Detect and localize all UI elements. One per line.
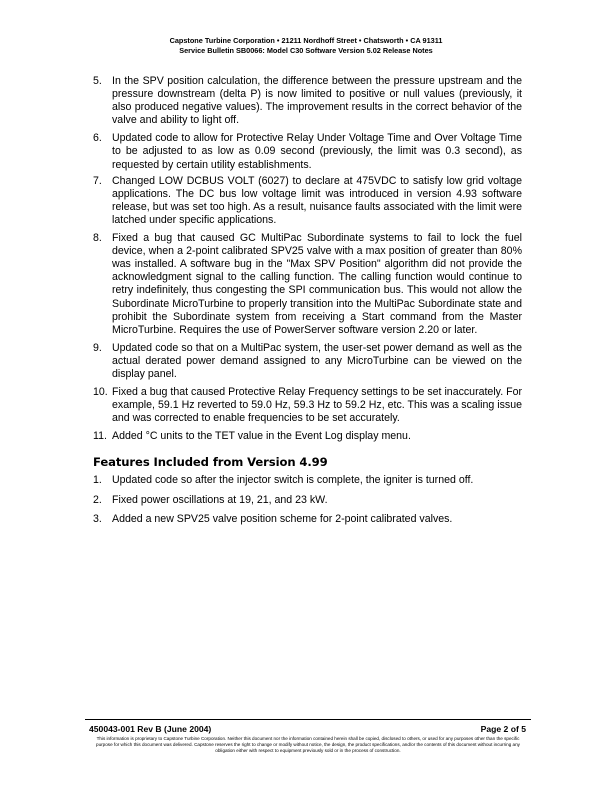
- item-text: Updated code so after the injector switch is complete, the igniter is turned off.: [112, 474, 474, 487]
- document-body: [93, 75, 522, 532]
- item-text: Fixed power oscillations at 19, 21, and 23 kW.: [112, 493, 328, 506]
- version-features-list: [93, 474, 522, 525]
- document-revision: 450043-001 Rev B (June 2004): [89, 724, 212, 734]
- list-item: [93, 513, 522, 526]
- list-item: [93, 474, 522, 487]
- item-number: 11.: [93, 430, 107, 443]
- page-number: Page 2 of 5: [480, 724, 526, 734]
- item-number: 10.: [93, 386, 108, 399]
- item-number: 9.: [93, 341, 102, 354]
- list-item: [93, 386, 522, 425]
- page-header: [0, 36, 612, 56]
- list-item: [93, 494, 522, 507]
- release-notes-list: [93, 75, 522, 443]
- item-text: Fixed a bug that caused Protective Relay Frequency settings to be set inaccurately. For example, 59.1 Hz reverted to 59.0 Hz, 59.3 Hz to 59.2 Hz, etc. This was a scaling issue and was corrected to enable frequencies to be set accurately.: [112, 386, 522, 425]
- list-item: [93, 342, 522, 381]
- item-number: 2.: [93, 493, 102, 506]
- item-text: Changed LOW DCBUS VOLT (6027) to declare at 475VDC to satisfy low grid voltage applications. The DC bus low voltage limit was introduced in version 4.93 software release, but was set too high. As a result, nuisance faults associated with the limit were latched under specific applications.: [112, 174, 522, 226]
- list-item: [93, 430, 522, 443]
- item-text: Updated code to allow for Protective Relay Under Voltage Time and Over Voltage Time to be adjusted to as low as 0.09 second (previously, the limit was 0.3 second), as requested by certain utility establishments.: [112, 132, 522, 171]
- item-text: Fixed a bug that caused GC MultiPac Subordinate systems to fail to lock the fuel device, when a 2-point calibrated SPV25 valve with a max position of greater than 80% was installed. A software bug in the "Max SPV Position" algorithm did not provide the acknowledgment signal to the calling function. The calling function would continue to retry indefinitely, thus congesting the SPI communication bus. This would not allow the Subordinate MicroTurbine to properly transition into the MultiPac Subordinate state and prohibit the Subordinate system from receiving a Start command from the Master MicroTurbine. Requires the use of PowerServer software version 2.20 or later.: [112, 232, 522, 336]
- item-text: Added °C units to the TET value in the Event Log display menu.: [112, 430, 411, 443]
- item-number: 5.: [93, 75, 102, 87]
- page-footer: [85, 719, 531, 755]
- proprietary-notice: This information is proprietary to Capstone Turbine Corporation. Neither this document nor the information contained herein shall be copied, disclosed to others, or used for any purposes other than the specific purpose for which this document was delivered. Capstone reserves the right to change or modify without notice, the design, the product specifications, and/or the contents of this document without incurring any obligation either with respect to equipment previously sold or in the process of construction.: [96, 736, 520, 754]
- header-company-line: Capstone Turbine Corporation • 21211 Nordhoff Street • Chatsworth • CA 91311: [169, 36, 443, 45]
- header-bulletin-title: Service Bulletin SB0066: Model C30 Software Version 5.02 Release Notes: [179, 46, 433, 55]
- item-text: Updated code so that on a MultiPac system, the user-set power demand as well as the actual derated power demand assigned to any MicroTurbine can be viewed on the display panel.: [112, 341, 522, 380]
- item-number: 3.: [93, 512, 102, 525]
- item-number: 6.: [93, 132, 102, 145]
- list-item: [93, 175, 522, 227]
- item-number: 1.: [93, 474, 102, 487]
- footer-row: [85, 724, 531, 735]
- item-text: Added a new SPV25 valve position scheme for 2-point calibrated valves.: [112, 512, 453, 525]
- section-heading: Features Included from Version 4.99: [93, 455, 328, 470]
- list-item: [93, 232, 522, 337]
- item-number: 7.: [93, 174, 102, 187]
- list-item: [93, 132, 522, 171]
- item-number: 8.: [93, 232, 102, 245]
- item-text: In the SPV position calculation, the difference between the pressure upstream and the pressure downstream (delta P) is now limited to positive or null values (previously, it also produced negative values). The improvement results in the correct behavior of the valve and ability to light off.: [112, 75, 522, 127]
- list-item: [93, 75, 522, 127]
- footer-divider: [85, 719, 531, 720]
